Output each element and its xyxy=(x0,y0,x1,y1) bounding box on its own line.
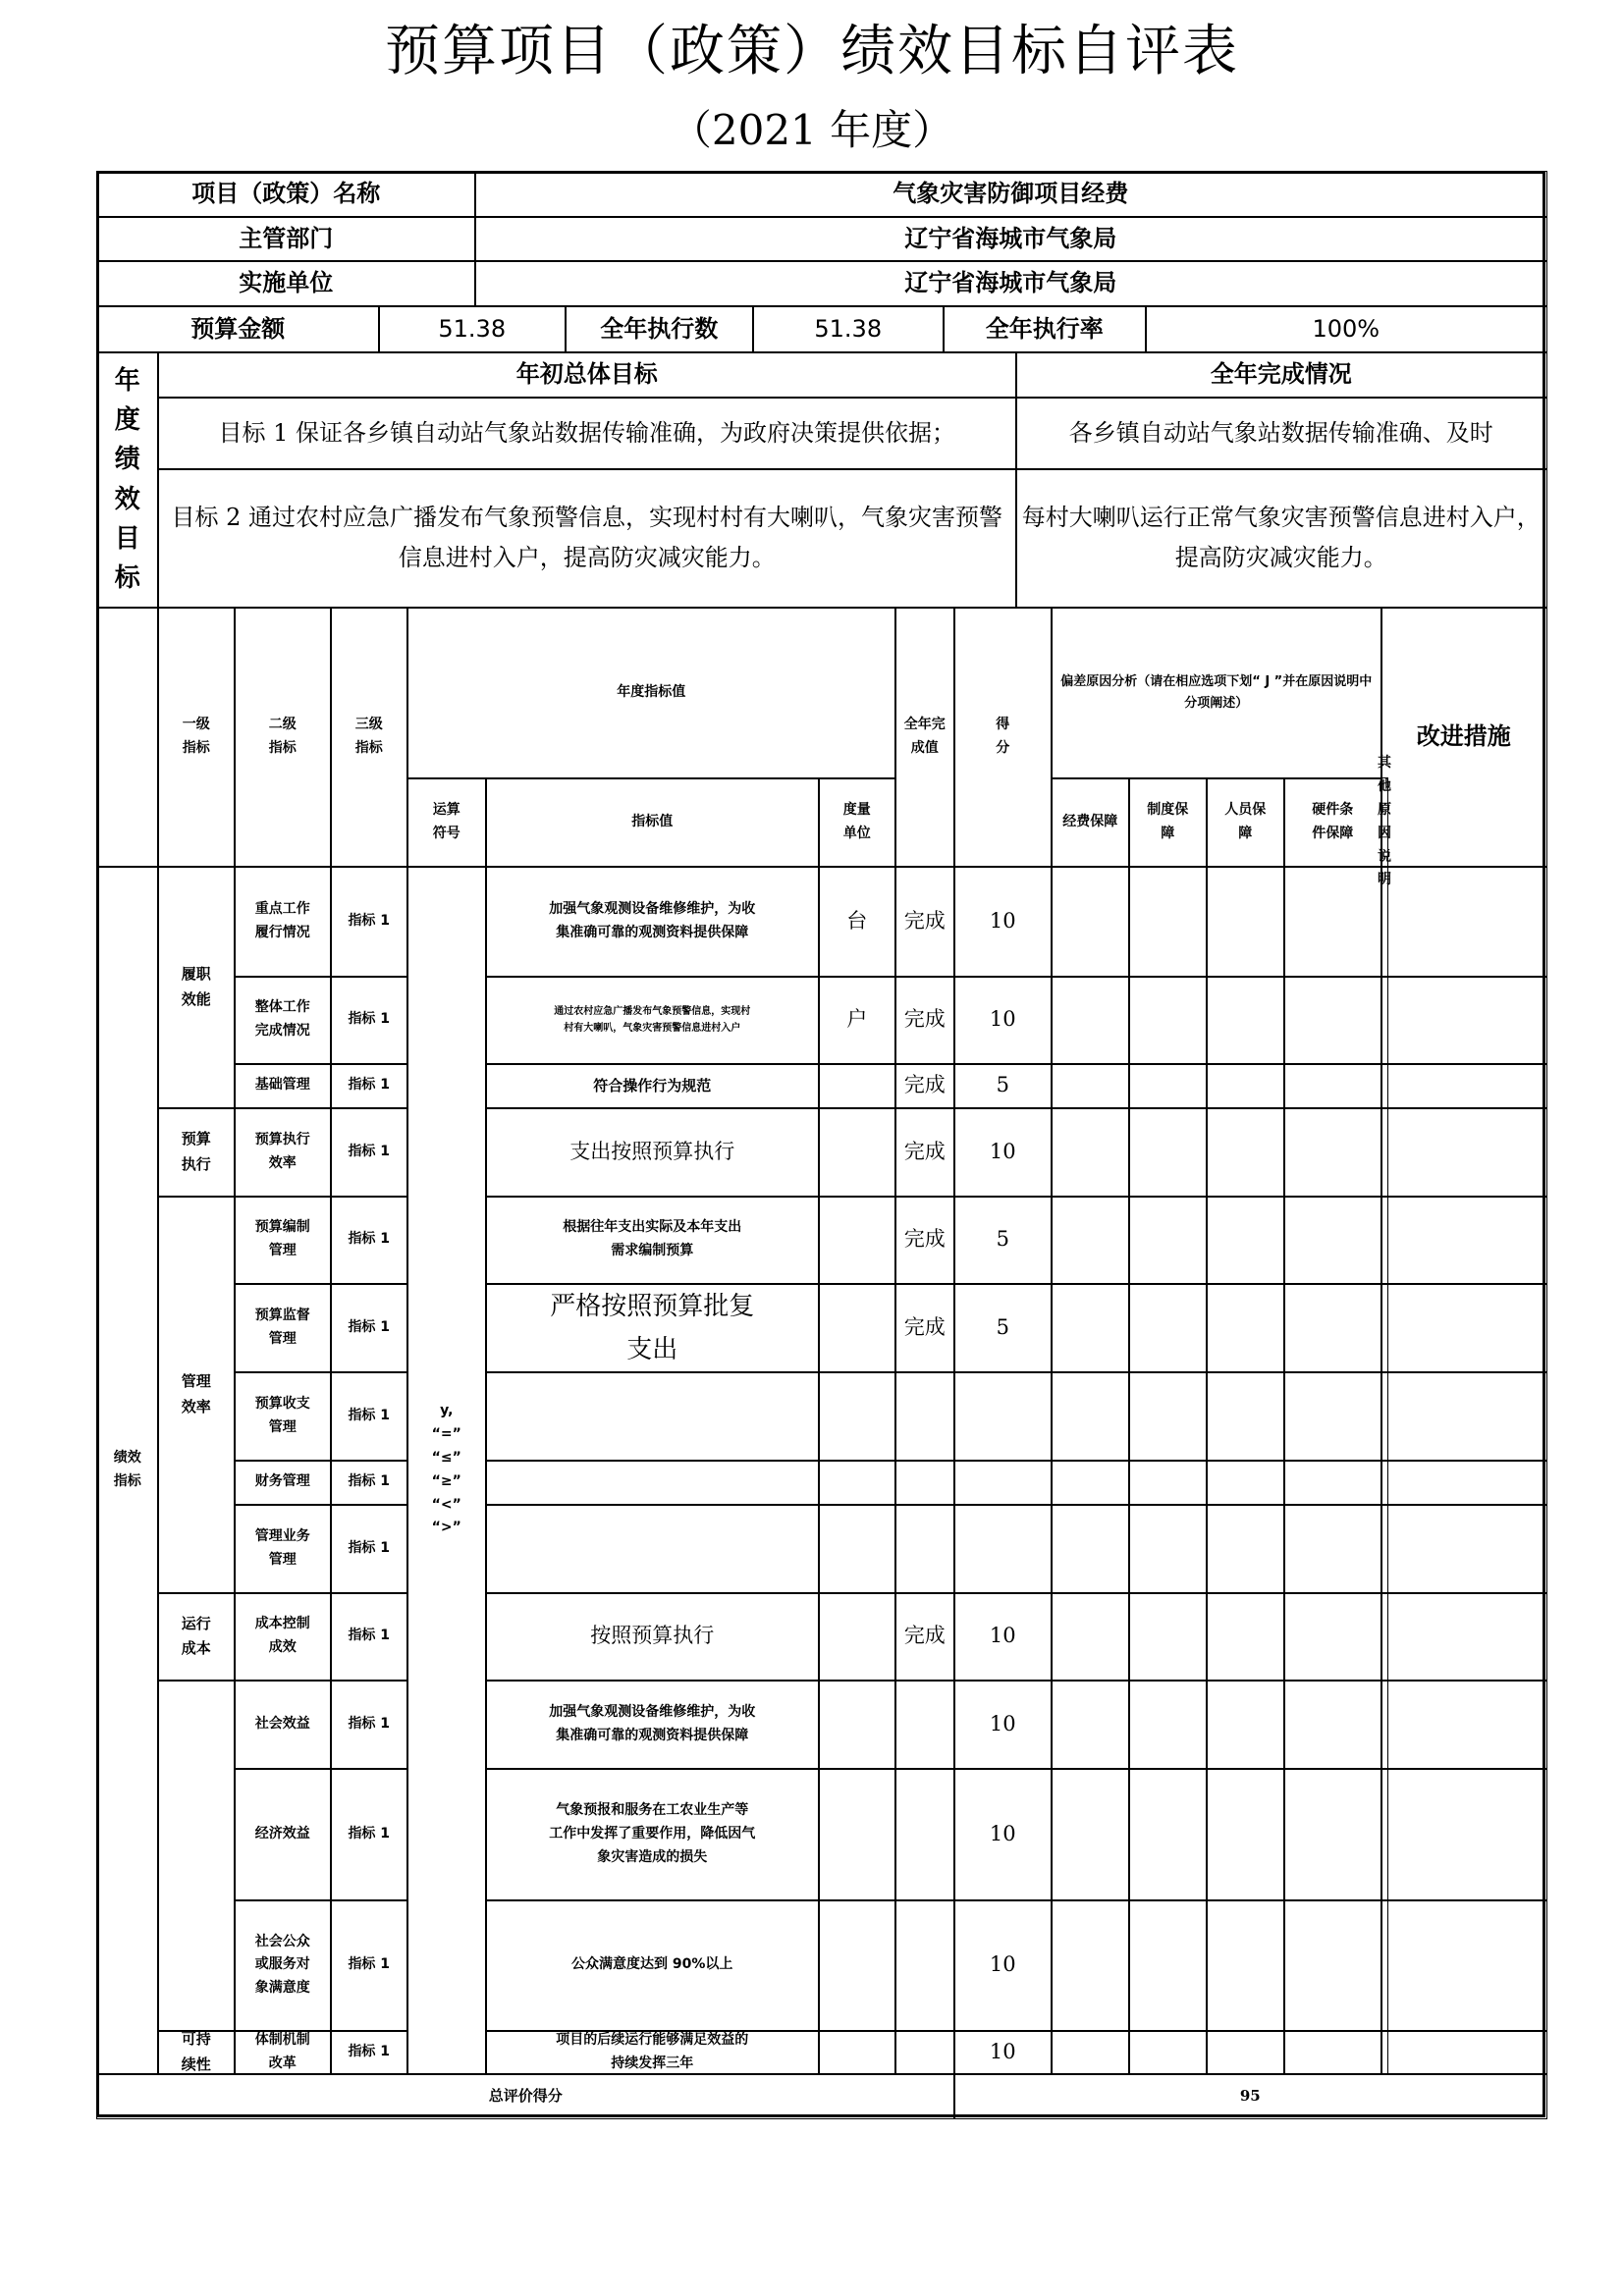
row-personnel xyxy=(1206,866,1285,978)
row-personnel xyxy=(1206,1504,1285,1594)
row-hardware xyxy=(1283,1460,1382,1506)
row-funding xyxy=(1051,2030,1130,2075)
row-funding xyxy=(1051,1680,1130,1770)
header-personnel: 人员保 障 xyxy=(1206,777,1285,868)
row-hardware xyxy=(1283,976,1382,1065)
header-annual-value: 年度指标值 xyxy=(406,607,896,779)
group-benefit xyxy=(157,1680,236,2032)
row-score: 5 xyxy=(953,1063,1053,1109)
row-improve xyxy=(1380,1283,1547,1373)
row-level2: 基础管理 xyxy=(234,1063,332,1109)
header-level2: 二级 指标 xyxy=(234,607,332,868)
row-unit xyxy=(818,1196,896,1285)
department-value: 辽宁省海城市气象局 xyxy=(474,216,1547,262)
row-score: 10 xyxy=(953,976,1053,1065)
row-level3: 指标 1 xyxy=(330,976,408,1065)
row-personnel xyxy=(1206,2030,1285,2075)
row-level2: 体制机制 改革 xyxy=(234,2030,332,2075)
row-system xyxy=(1128,1899,1208,2032)
row-funding xyxy=(1051,866,1130,978)
group-management-efficiency: 管理 效率 xyxy=(157,1196,236,1594)
row-funding xyxy=(1051,1063,1130,1109)
row-level3: 指标 1 xyxy=(330,2030,408,2075)
total-score-label: 总评价得分 xyxy=(96,2073,955,2119)
row-indicator-value: 通过农村应急广播发布气象预警信息，实现村 村有大喇叭，气象灾害预警信息进村入户 xyxy=(485,976,820,1065)
row-level2: 预算监督 管理 xyxy=(234,1283,332,1373)
row-personnel xyxy=(1206,1680,1285,1770)
row-unit xyxy=(818,1768,896,1901)
row-indicator-value: 支出按照预算执行 xyxy=(485,1107,820,1198)
row-completion xyxy=(894,1460,955,1506)
row-completion: 完成 xyxy=(894,1592,955,1682)
row-completion xyxy=(894,1899,955,2032)
row-level2: 预算执行 效率 xyxy=(234,1107,332,1198)
row-indicator-value: 公众满意度达到 90%以上 xyxy=(485,1899,820,2032)
total-score-value: 95 xyxy=(953,2073,1547,2119)
header-deviation: 偏差原因分析（请在相应选项下划“ J ”并在原因说明中分项阐述） xyxy=(1051,607,1382,779)
row-level3: 指标 1 xyxy=(330,1283,408,1373)
row-funding xyxy=(1051,1371,1130,1462)
row-unit xyxy=(818,1592,896,1682)
row-improve xyxy=(1380,1504,1547,1594)
row-level2: 经济效益 xyxy=(234,1768,332,1901)
row-improve xyxy=(1380,976,1547,1065)
row-system xyxy=(1128,976,1208,1065)
row-unit xyxy=(818,1460,896,1506)
row-level3: 指标 1 xyxy=(330,1063,408,1109)
row-level2: 社会公众 或服务对 象满意度 xyxy=(234,1899,332,2032)
row-level3: 指标 1 xyxy=(330,1504,408,1594)
row-hardware xyxy=(1283,1107,1382,1198)
row-funding xyxy=(1051,1283,1130,1373)
header-score: 得 分 xyxy=(953,607,1053,868)
row-hardware xyxy=(1283,1283,1382,1373)
annual-completion-header: 全年完成情况 xyxy=(1015,351,1547,399)
row-system xyxy=(1128,1063,1208,1109)
row-completion: 完成 xyxy=(894,1063,955,1109)
row-personnel xyxy=(1206,1768,1285,1901)
row-unit xyxy=(818,1063,896,1109)
goal-2-result: 每村大喇叭运行正常气象灾害预警信息进村入户，提高防灾减灾能力。 xyxy=(1015,468,1547,609)
execution-rate-label: 全年执行率 xyxy=(943,305,1147,353)
row-hardware xyxy=(1283,1899,1382,2032)
row-indicator-value: 严格按照预算批复 支出 xyxy=(485,1283,820,1373)
header-indicator-value: 指标值 xyxy=(485,777,820,868)
row-system xyxy=(1128,2030,1208,2075)
row-indicator-value xyxy=(485,1460,820,1506)
row-level2: 成本控制 成效 xyxy=(234,1592,332,1682)
row-indicator-value: 加强气象观测设备维修维护，为收 集准确可靠的观测资料提供保障 xyxy=(485,1680,820,1770)
row-completion: 完成 xyxy=(894,1107,955,1198)
row-indicator-value: 项目的后续运行能够满足效益的 持续发挥三年 xyxy=(485,2030,820,2075)
goal-2-text: 目标 2 通过农村应急广播发布气象预警信息，实现村村有大喇叭，气象灾害预警信息进村入户，提高防灾减灾能力。 xyxy=(157,468,1017,609)
row-system xyxy=(1128,1680,1208,1770)
header-system: 制度保 障 xyxy=(1128,777,1208,868)
row-completion: 完成 xyxy=(894,866,955,978)
implementing-unit-label: 实施单位 xyxy=(96,260,476,307)
goal-1-text: 目标 1 保证各乡镇自动站气象站数据传输准确，为政府决策提供依据； xyxy=(157,397,1017,470)
row-improve xyxy=(1380,2030,1547,2075)
row-funding xyxy=(1051,1107,1130,1198)
row-system xyxy=(1128,1107,1208,1198)
initial-goal-header: 年初总体目标 xyxy=(157,351,1017,399)
row-improve xyxy=(1380,866,1547,978)
row-funding xyxy=(1051,1768,1130,1901)
row-level2: 预算编制 管理 xyxy=(234,1196,332,1285)
row-score xyxy=(953,1504,1053,1594)
annual-goals-side-label: 年 度 绩 效 目 标 xyxy=(96,351,159,609)
row-unit xyxy=(818,1283,896,1373)
row-completion: 完成 xyxy=(894,1283,955,1373)
row-indicator-value: 加强气象观测设备维修维护，为收 集准确可靠的观测资料提供保障 xyxy=(485,866,820,978)
header-operator: 运算 符号 xyxy=(406,777,487,868)
row-funding xyxy=(1051,1460,1130,1506)
row-unit xyxy=(818,1371,896,1462)
row-level2: 财务管理 xyxy=(234,1460,332,1506)
row-personnel xyxy=(1206,1899,1285,2032)
group-duty-efficiency: 履职 效能 xyxy=(157,866,236,1109)
row-personnel xyxy=(1206,1371,1285,1462)
row-score: 10 xyxy=(953,1592,1053,1682)
row-score: 10 xyxy=(953,1107,1053,1198)
row-unit xyxy=(818,1899,896,2032)
row-completion xyxy=(894,2030,955,2075)
group-sustainability: 可持 续性 xyxy=(157,2030,236,2075)
row-level2: 社会效益 xyxy=(234,1680,332,1770)
project-name-label: 项目（政策）名称 xyxy=(96,171,476,218)
row-indicator-value: 气象预报和服务在工农业生产等 工作中发挥了重要作用，降低因气 象灾害造成的损失 xyxy=(485,1768,820,1901)
header-level1: 一级 指标 xyxy=(157,607,236,868)
row-unit: 台 xyxy=(818,866,896,978)
goal-1-result: 各乡镇自动站气象站数据传输准确、及时 xyxy=(1015,397,1547,470)
row-unit xyxy=(818,1107,896,1198)
annual-execution-value: 51.38 xyxy=(752,305,945,353)
row-level3: 指标 1 xyxy=(330,1107,408,1198)
header-unit: 度量 单位 xyxy=(818,777,896,868)
row-score: 10 xyxy=(953,866,1053,978)
row-score: 10 xyxy=(953,2030,1053,2075)
row-completion xyxy=(894,1371,955,1462)
row-hardware xyxy=(1283,1680,1382,1770)
row-system xyxy=(1128,1504,1208,1594)
header-level3: 三级 指标 xyxy=(330,607,408,868)
row-hardware xyxy=(1283,1768,1382,1901)
header-hardware: 硬件条 件保障 xyxy=(1283,777,1382,868)
row-funding xyxy=(1051,1592,1130,1682)
row-score xyxy=(953,1460,1053,1506)
budget-amount-label: 预算金额 xyxy=(96,305,380,353)
header-other: 其他 原因说明 xyxy=(1378,755,1391,888)
row-system xyxy=(1128,866,1208,978)
row-score: 10 xyxy=(953,1768,1053,1901)
row-completion: 完成 xyxy=(894,976,955,1065)
row-personnel xyxy=(1206,1107,1285,1198)
row-level3: 指标 1 xyxy=(330,1680,408,1770)
row-system xyxy=(1128,1196,1208,1285)
row-funding xyxy=(1051,1899,1130,2032)
row-indicator-value xyxy=(485,1504,820,1594)
row-completion xyxy=(894,1680,955,1770)
row-system xyxy=(1128,1592,1208,1682)
row-hardware xyxy=(1283,1371,1382,1462)
row-unit: 户 xyxy=(818,976,896,1065)
row-personnel xyxy=(1206,1283,1285,1373)
row-indicator-value: 按照预算执行 xyxy=(485,1592,820,1682)
row-improve xyxy=(1380,1371,1547,1462)
implementing-unit-value: 辽宁省海城市气象局 xyxy=(474,260,1547,307)
row-system xyxy=(1128,1283,1208,1373)
row-score xyxy=(953,1371,1053,1462)
row-personnel xyxy=(1206,1460,1285,1506)
level1-performance-indicator: 绩效 指标 xyxy=(96,866,159,2075)
row-indicator-value xyxy=(485,1371,820,1462)
row-indicator-value: 根据往年支出实际及本年支出 需求编制预算 xyxy=(485,1196,820,1285)
row-score: 10 xyxy=(953,1899,1053,2032)
row-completion: 完成 xyxy=(894,1196,955,1285)
row-improve xyxy=(1380,1107,1547,1198)
row-completion xyxy=(894,1768,955,1901)
row-level3: 指标 1 xyxy=(330,1460,408,1506)
row-system xyxy=(1128,1460,1208,1506)
row-unit xyxy=(818,2030,896,2075)
row-hardware xyxy=(1283,1063,1382,1109)
header-improve: 改进措施 xyxy=(1380,607,1547,868)
row-level2: 整体工作 完成情况 xyxy=(234,976,332,1065)
execution-rate-value: 100% xyxy=(1145,305,1547,353)
row-score: 5 xyxy=(953,1283,1053,1373)
row-personnel xyxy=(1206,1196,1285,1285)
row-level3: 指标 1 xyxy=(330,1371,408,1462)
row-hardware xyxy=(1283,866,1382,978)
row-improve xyxy=(1380,1460,1547,1506)
indicator-header-blank xyxy=(96,607,159,868)
header-funding: 经费保障 xyxy=(1051,777,1130,868)
row-level2: 预算收支 管理 xyxy=(234,1371,332,1462)
row-level2: 管理业务 管理 xyxy=(234,1504,332,1594)
row-level3: 指标 1 xyxy=(330,1592,408,1682)
department-label: 主管部门 xyxy=(96,216,476,262)
project-name-value: 气象灾害防御项目经费 xyxy=(474,171,1547,218)
row-improve xyxy=(1380,1899,1547,2032)
page-subtitle-year: （2021 年度） xyxy=(670,106,954,154)
annual-execution-label: 全年执行数 xyxy=(565,305,754,353)
row-improve xyxy=(1380,1680,1547,1770)
row-improve xyxy=(1380,1768,1547,1901)
operator-symbols: y, “=” “≤” “≥” “<” “>” xyxy=(406,866,487,2075)
row-system xyxy=(1128,1371,1208,1462)
row-personnel xyxy=(1206,1063,1285,1109)
row-hardware xyxy=(1283,1592,1382,1682)
row-funding xyxy=(1051,976,1130,1065)
row-improve xyxy=(1380,1592,1547,1682)
row-system xyxy=(1128,1768,1208,1901)
row-indicator-value: 符合操作行为规范 xyxy=(485,1063,820,1109)
row-unit xyxy=(818,1680,896,1770)
row-level2: 重点工作 履行情况 xyxy=(234,866,332,978)
row-level3: 指标 1 xyxy=(330,1196,408,1285)
row-improve xyxy=(1380,1196,1547,1285)
header-completion: 全年完 成值 xyxy=(894,607,955,868)
row-completion xyxy=(894,1504,955,1594)
row-hardware xyxy=(1283,2030,1382,2075)
row-funding xyxy=(1051,1504,1130,1594)
row-hardware xyxy=(1283,1504,1382,1594)
row-score: 5 xyxy=(953,1196,1053,1285)
row-personnel xyxy=(1206,1592,1285,1682)
row-level3: 指标 1 xyxy=(330,866,408,978)
row-improve xyxy=(1380,1063,1547,1109)
row-unit xyxy=(818,1504,896,1594)
group-operating-cost: 运行 成本 xyxy=(157,1592,236,1682)
budget-amount-value: 51.38 xyxy=(378,305,567,353)
page-title: 预算项目（政策）绩效目标自评表 xyxy=(385,20,1239,83)
row-score: 10 xyxy=(953,1680,1053,1770)
row-hardware xyxy=(1283,1196,1382,1285)
row-level3: 指标 1 xyxy=(330,1899,408,2032)
row-personnel xyxy=(1206,976,1285,1065)
group-budget-execution: 预算 执行 xyxy=(157,1107,236,1198)
row-level3: 指标 1 xyxy=(330,1768,408,1901)
row-funding xyxy=(1051,1196,1130,1285)
